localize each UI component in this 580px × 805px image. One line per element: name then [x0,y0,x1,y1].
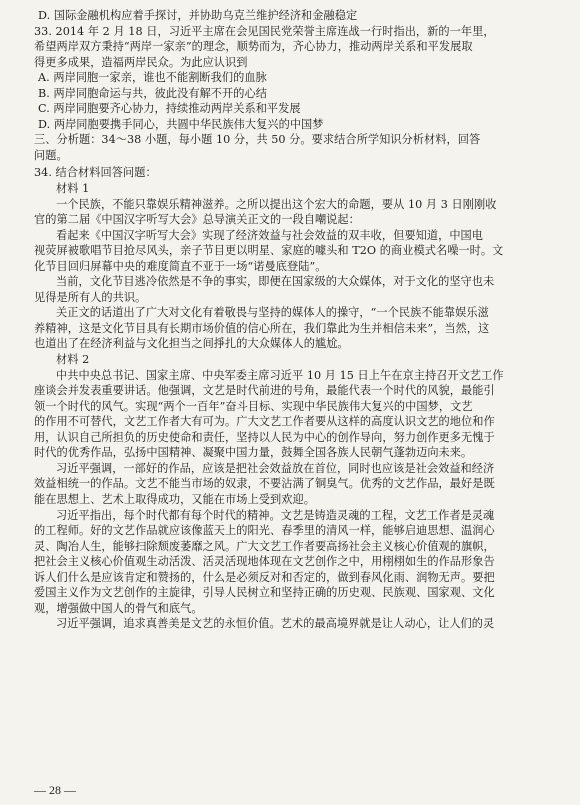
text-line: 的工程师。好的文艺作品就应该像蓝天上的阳光、春季里的清风一样，能够启迪思想、温润心 [34,524,495,538]
text-line: 一个民族，不能只靠娱乐精神滋养。之所以提出这个宏大的命题，要从 10 月 3 日刚刚收 [56,197,497,211]
text-line: 把社会主义核心价值观生动活泼、活灵活现地体现在文艺创作之中，用栩栩如生的作品形象告 [34,555,495,569]
text-line: 关正文的话道出了广大对文化有着敬畏与坚持的媒体人的操守，“一个民族不能靠娱乐滋 [56,306,489,320]
text-line: 习近平指出，每个时代都有每个时代的精神。文艺是铸造灵魂的工程，文艺工作者是灵魂 [56,508,495,522]
text-line: 希望两岸双方秉持“两岸一家亲”的理念，顺势而为，齐心协力，推动两岸关系和平发展取 [34,40,473,54]
text-line: 33. 2014 年 2 月 18 日，习近平主席在会见国民党荣誉主席连战一行时指出，新的一年里， [34,24,495,38]
text-line: 用，认识自己所担负的历史使命和责任，坚持以人民为中心的创作导向，努力创作更多无愧于 [34,430,495,444]
watermark [300,414,305,427]
text-line: D. 两岸同胞要携手同心，共圆中华民族伟大复兴的中国梦 [38,117,324,131]
text-line: 诉人们什么是应该肯定和赞扬的，什么是必须反对和否定的，做到春风化雨、润物无声。要把 [34,570,495,584]
text-line: 三、分析题：34～38 小题，每小题 10 分，共 50 分。要求结合所学知识分析材料，回答 [34,133,481,147]
text-line: 效益相统一的作品。文艺不能当市场的奴隶，不要沾满了铜臭气。优秀的文艺作品，最好是既 [34,477,495,491]
text-line: 养精神，这是文化节目具有长期市场价值的信心所在，我们靠此为生并相信未来”，当然，这 [34,321,490,335]
text-line: 视荧屏被歌唱节目抢尽风头，亲子节目更以明星、家庭的噱头和 T2O 的商业模式名噪一时。文 [34,244,504,258]
page-number: — 28 — [34,783,76,797]
text-line: 34. 结合材料回答问题： [34,166,157,180]
text-line: 得更多成果，造福两岸民众。为此应认识到 [34,55,248,69]
text-line: A. 两岸同胞一家亲，谁也不能割断我们的血脉 [38,71,267,85]
text-line: 的作用不可替代，文艺工作者大有可为。广大文艺工作者要从这样的高度认识文艺的地位和作 [34,415,495,429]
text-line: B. 两岸同胞命运与共，彼此没有解不开的心结 [38,86,267,100]
text-line: 中共中央总书记、国家主席、中央军委主席习近平 10 月 15 日上午在京主持召开文艺工作 [56,368,504,382]
text-line: 问题。 [34,148,68,162]
text-line: 灵、陶冶人生，能够扫除颓废萎靡之风。广大文艺工作者要高扬社会主义核心价值观的旗帜， [34,539,495,553]
text-line: 爱国主义作为文艺创作的主旋律，引导人民树立和坚持正确的历史观、民族观、国家观、文化 [34,586,495,600]
text-line: 时代的优秀作品，弘扬中国精神、凝聚中国力量，鼓舞全国各族人民朝气蓬勃迈向未来。 [34,446,473,460]
text-line: 材料 2 [56,353,90,367]
text-line: 官的第二届《中国汉字听写大会》总导演关正文的一段自嘲说起： [34,213,360,227]
text-line: D. 国际金融机构应着手探讨，并协助乌克兰维护经济和金融稳定 [38,9,358,22]
text-line: 习近平强调，一部好的作品，应该是把社会效益放在首位，同时也应该是社会效益和经济 [56,461,495,475]
text-line: 能在思想上、艺术上取得成功，又能在市场上受到欢迎。 [34,492,315,506]
text-line: 习近平强调，追求真善美是文艺的永恒价值。艺术的最高境界就是让人动心，让人们的灵 [56,617,495,631]
text-line: C. 两岸同胞要齐心协力，持续推动两岸关系和平发展 [38,102,301,116]
text-line: 见得是所有人的共识。 [34,290,147,304]
text-line: 观，增强做中国人的骨气和底气。 [34,601,203,615]
document-body [34,8,550,632]
text-line: 材料 1 [56,182,90,196]
text-line: 化节目回归屏幕中央的难度简直不亚于一场“诺曼底登陆”。 [34,259,327,273]
text-line: 座谈会并发表重要讲话。他强调，文艺是时代前进的号角，最能代表一个时代的风貌，最能引 [34,384,495,398]
text-line: 也道出了在经济利益与文化担当之间掙扎的大众媒体人的尴尬。 [34,337,349,351]
text-line: 当前，文化节目逃冷依然是不争的事实，即便在国家级的大众媒体，对于文化的坚守也未 [56,275,495,289]
text-line: 领一个时代的风气。实现“两个一百年”奋斗目标、实现中华民族伟大复兴的中国梦，文艺 [34,399,473,413]
text-line: 看起来《中国汉字听写大会》实现了经济效益与社会效益的双丰收，但要知道，中国电 [56,228,484,242]
